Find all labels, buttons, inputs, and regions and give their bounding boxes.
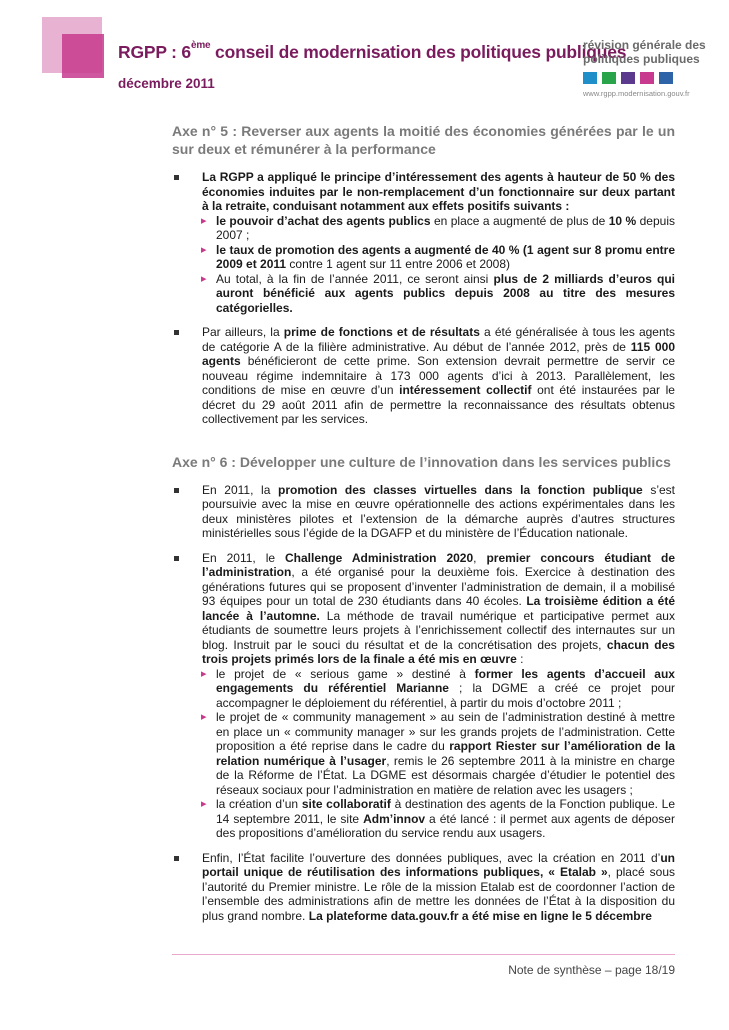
axe5-title: Axe n° 5 : Reverser aux agents la moitié des économies générées par le un sur deux et rémunérer à la performance xyxy=(172,123,675,157)
axe6-sub-3: ▸ la création d’un site collaboratif à destination des agents de la Fonction publique. Le 14 septembre 2011, le site Adm’innov a été lancé : il permet aux agents de déposer des propositions d’amélioration du service rendu aux usagers. xyxy=(172,797,675,841)
header-date: décembre 2011 xyxy=(118,76,215,91)
axe6-bullet-2: En 2011, le Challenge Administration 2020, premier concours étudiant de l’administration, a été organisé pour la deuxième fois. Exercice à destination des générations futures qui se proposent d’inventer l’administration de demain, il a mobilisé 93 équipes pour un total de 230 étudiants dans 40 écoles. La troisième édition a été lancée à l’automne. La méthode de travail numérique et participative permet aux étudiants de soumettre leurs projets à l’enrichissement collectif des internautes sur un blog. Instruit par le souci du résultat et de la concrétisation des projets, chacun des trois projets primés lors de la finale a été mis en œuvre : ▸ le projet de « serious game » destiné à former les agents d’accueil aux engagements du référentiel Marianne ; la DGME a créé ce projet pour accompagner le déploiement du référentiel, à partir du mois d’octobre 2011 ; ▸ le projet de « community management » au sein de l’administration destiné à mettre en place un « community manager » sur les grands projets de l’administration. Cette proposition a été reprise dans le cadre du rapport Riester sur l’amélioration de la relation numérique à l’usager, remis le 26 septembre 2011 à la ministre en charge de la Réforme de l’État. La DGME est désormais chargée d’étudier le potentiel des réseaux sociaux pour l’administration en matière de relation avec les usagers ; ▸ la création d’un site collaboratif à destination des agents de la Fonction publique. Le 14 septembre 2011, le site Adm’innov a été lancé : il permet aux agents de déposer des propositions d’amélioration du service rendu aux usagers. xyxy=(172,551,675,841)
axe5-sub-3: ▸ Au total, à la fin de l’année 2011, ce seront ainsi plus de 2 milliards d’euros qui auront bénéficié aux agents publics depuis 2008 au titre des mesures catégorielles. xyxy=(172,272,675,316)
axe6-bullet-1: En 2011, la promotion des classes virtuelles dans la fonction publique s’est poursuivie avec la mise en œuvre opérationnelle des actions expérimentales dans les deux ministères pilotes et l’extension de la démarche auprès d’autres structures ministérielles sous l’égide de la DGAFP et du ministère de l’Éducation nationale. xyxy=(172,483,675,541)
page-footer: Note de synthèse – page 18/19 xyxy=(508,963,675,977)
axe5-bullet-1: La RGPP a appliqué le principe d’intéressement des agents à hauteur de 50 % des économies induites par le non-remplacement d’un fonctionnaire sur deux partant à la retraite, conduisant notamment aux effets positifs suivants : ▸ le pouvoir d’achat des agents publics en place a augmenté de plus de 10 % depuis 2007 ; ▸ le taux de promotion des agents a augmenté de 40 % (1 agent sur 8 promu entre 2009 et 2011 contre 1 agent sur 11 entre 2006 et 2008) ▸ Au total, à la fin de l’année 2011, ce seront ainsi plus de 2 milliards d’euros qui auront bénéficié aux agents publics depuis 2008 au titre des mesures catégorielles. xyxy=(172,170,675,315)
axe6-sub-2: ▸ le projet de « community management » au sein de l’administration destiné à mettre en place un « community manager » sur les grands projets de l’administration. Cette proposition a été reprise dans le cadre du rapport Riester sur l’amélioration de la relation numérique à l’usager, remis le 26 septembre 2011 à la ministre en charge de la Réforme de l’État. La DGME est désormais chargée d’étudier le potentiel des réseaux sociaux pour l’administration en matière de relation avec les usagers ; xyxy=(172,710,675,797)
logo-text-1: révision générale des xyxy=(583,38,706,52)
page-content xyxy=(172,122,675,933)
logo-text-2: politiques publiques xyxy=(583,52,700,66)
page-header xyxy=(0,0,729,115)
axe6-sub-1: ▸ le projet de « serious game » destiné à former les agents d’accueil aux engagements du référentiel Marianne ; la DGME a créé ce projet pour accompagner le déploiement du référentiel, à partir du mois d’octobre 2011 ; xyxy=(172,667,675,711)
axe6-title: Axe n° 6 : Développer une culture de l’innovation dans les services publics xyxy=(172,453,671,470)
axe6-bullet-3: Enfin, l’État facilite l’ouverture des données publiques, avec la création en 2011 d’un portail unique de réutilisation des informations publiques, « Etalab », placé sous l’autorité du Premier ministre. Le rôle de la mission Etalab est de coordonner l’action de l’ensemble des administrations afin de mettre les données de l’État à la disposition du plus grand nombre. La plateforme data.gouv.fr a été mise en ligne le 5 décembre xyxy=(172,851,675,924)
header-title: RGPP : 6ème conseil de modernisation des politiques publiques xyxy=(118,40,627,62)
axe5-sub-2: ▸ le taux de promotion des agents a augmenté de 40 % (1 agent sur 8 promu entre 2009 et 2011 contre 1 agent sur 11 entre 2006 et 2008) xyxy=(172,243,675,272)
logo-color-squares xyxy=(583,72,693,84)
logo-square-dark xyxy=(62,34,104,78)
axe5-sub-1: ▸ le pouvoir d’achat des agents publics en place a augmenté de plus de 10 % depuis 2007 ; xyxy=(172,214,675,243)
axe5-bullet-2: Par ailleurs, la prime de fonctions et de résultats a été généralisée à tous les agents de catégorie A de la filière administrative. Au début de l’année 2012, près de 115 000 agents bénéficieront de cette prime. Son extension devrait permettre de servir ce nouveau régime indemnitaire à 173 000 agents d’ici à 2013. Parallèlement, les conditions de mise en œuvre d’un intéressement collectif ont été instaurées par le décret du 29 août 2011 afin de permettre la reconnaissance des résultats obtenus collectivement par les services. xyxy=(172,325,675,427)
logo-url: www.rgpp.modernisation.gouv.fr xyxy=(583,89,690,98)
footer-divider xyxy=(172,954,675,955)
rgpp-logo xyxy=(583,38,706,98)
